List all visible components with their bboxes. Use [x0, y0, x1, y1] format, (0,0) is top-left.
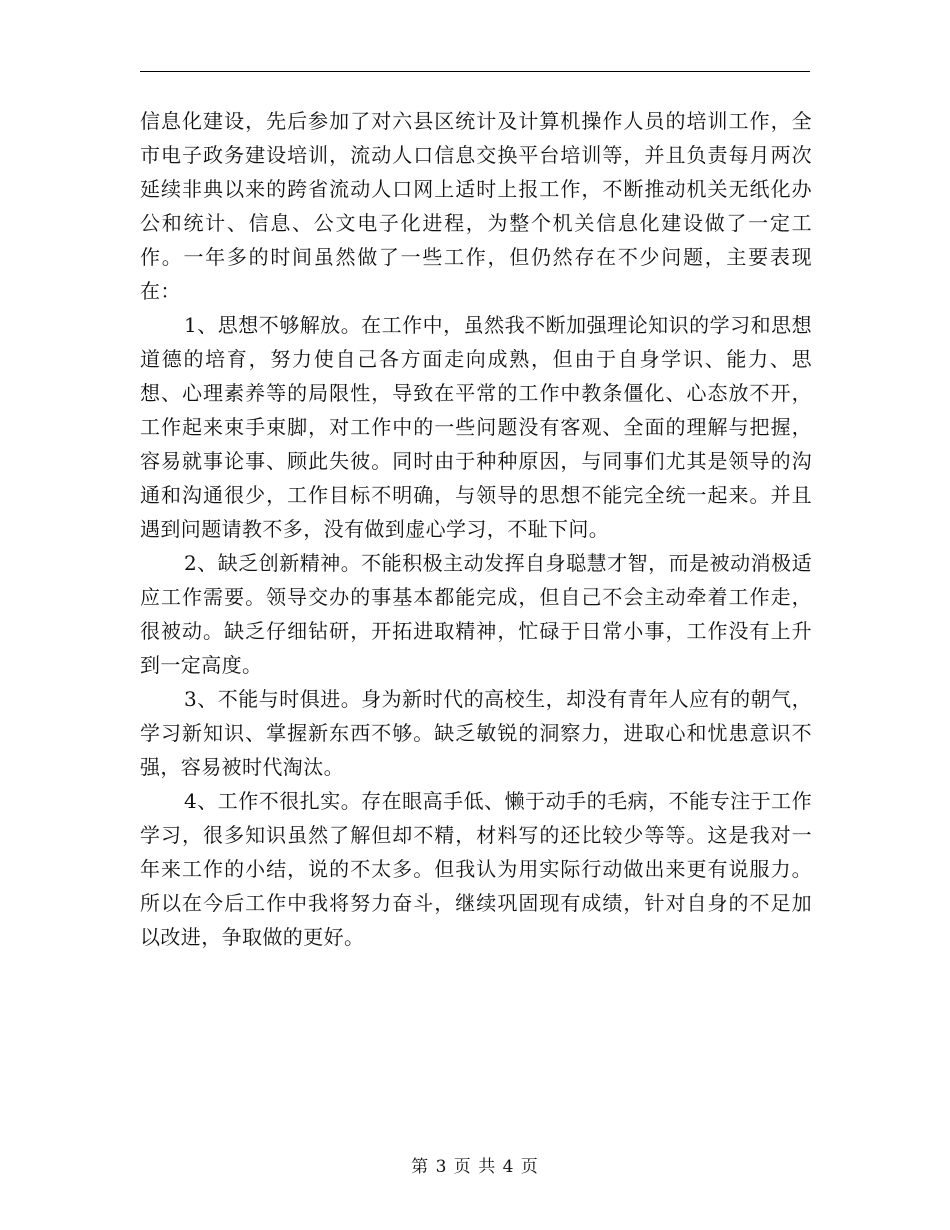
- header-rule: [140, 71, 810, 72]
- document-body: [140, 104, 812, 954]
- paragraph-point-4: 4、工作不很扎实。存在眼高手低、懒于动手的毛病，不能专注于工作学习，很多知识虽然了解但却不精，材料写的还比较少等等。这是我对一年来工作的小结，说的不太多。但我认为用实际行动做出来更有说服力。所以在今后工作中我将努力奋斗，继续巩固现有成绩，针对自身的不足加以改进，争取做的更好。: [140, 789, 812, 949]
- paragraph-point-1: 1、思想不够解放。在工作中，虽然我不断加强理论知识的学习和思想道德的培育，努力使自己各方面走向成熟，但由于自身学识、能力、思想、心理素养等的局限性，导致在平常的工作中教条僵化、心态放不开，工作起来束手束脚，对工作中的一些问题没有客观、全面的理解与把握，容易就事论事、顾此失彼。同时由于种种原因，与同事们尤其是领导的沟通和沟通很少，工作目标不明确，与领导的思想不能完全统一起来。并且遇到问题请教不多，没有做到虚心学习，不耻下问。: [140, 313, 812, 541]
- paragraph-intro: 信息化建设，先后参加了对六县区统计及计算机操作人员的培训工作，全市电子政务建设培训，流动人口信息交换平台培训等，并且负责每月两次延续非典以来的跨省流动人口网上适时上报工作，不断推动机关无纸化办公和统计、信息、公文电子化进程，为整个机关信息化建设做了一定工作。一年多的时间虽然做了一些工作，但仍然存在不少问题，主要表现在：: [140, 109, 812, 303]
- paragraph-point-3: 3、不能与时俱进。身为新时代的高校生，却没有青年人应有的朝气，学习新知识、掌握新东西不够。缺乏敏锐的洞察力，进取心和忧患意识不强，容易被时代淘汰。: [140, 687, 812, 779]
- paragraph-point-2: 2、缺乏创新精神。不能积极主动发挥自身聪慧才智，而是被动消极适应工作需要。领导交办的事基本都能完成，但自己不会主动牵着工作走，很被动。缺乏仔细钻研，开拓进取精神，忙碌于日常小事，工作没有上升到一定高度。: [140, 551, 812, 677]
- page-number-footer: 第 3 页 共 4 页: [411, 1157, 539, 1177]
